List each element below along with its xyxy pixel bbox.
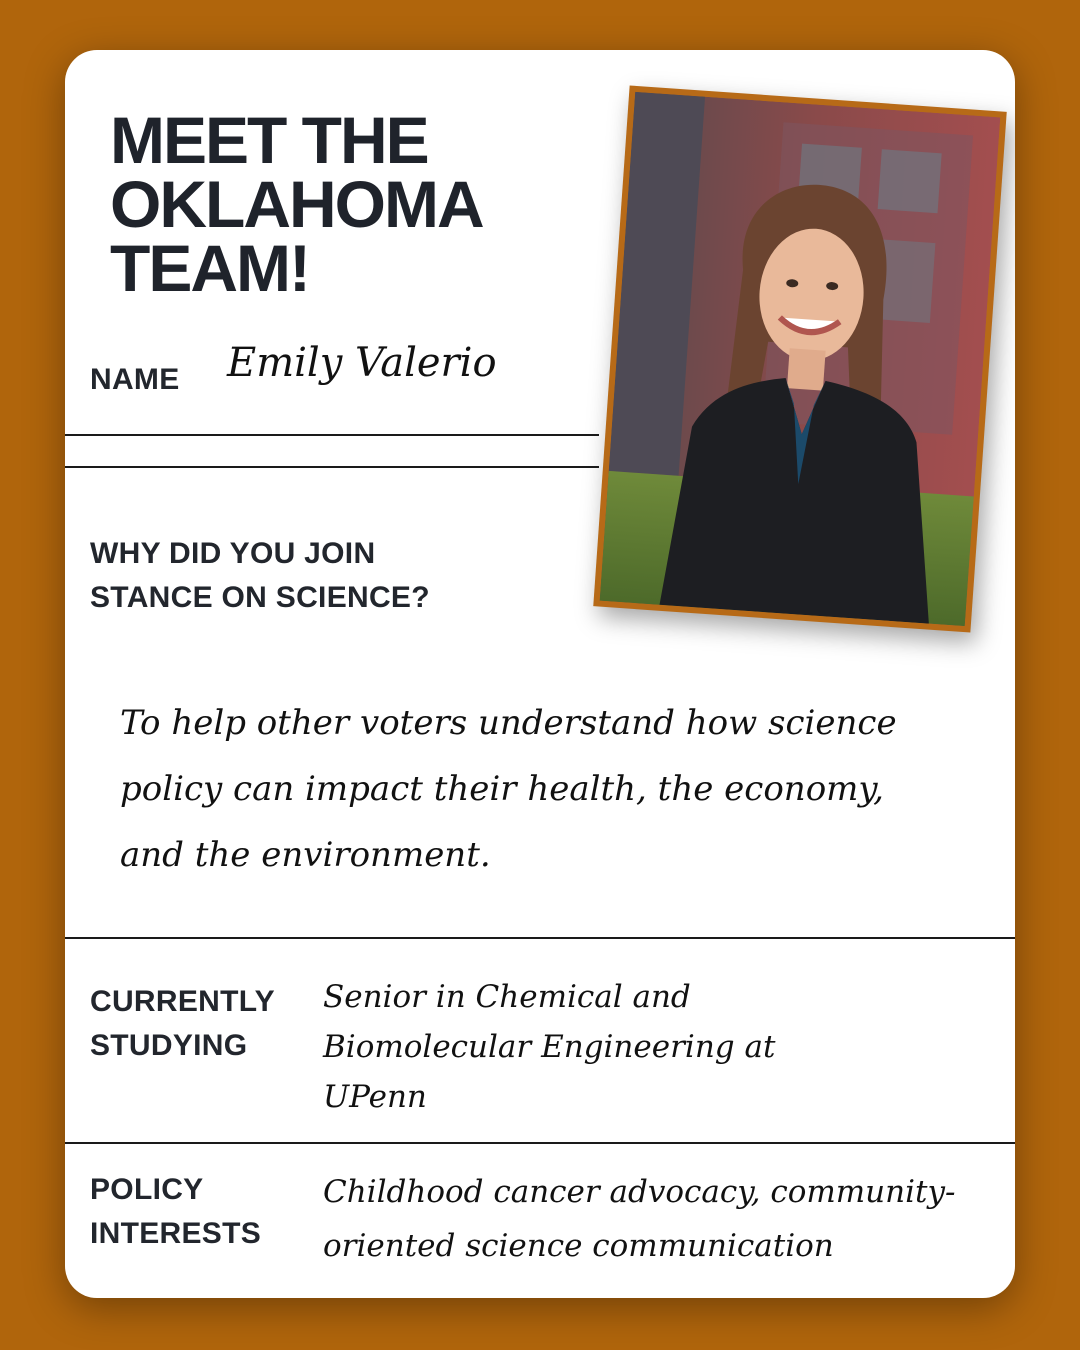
studying-answer: Senior in Chemical and Biomolecular Engineering at UPenn bbox=[323, 979, 776, 1115]
name-label: NAME bbox=[90, 363, 180, 396]
why-label-line-1: WHY DID YOU JOIN bbox=[90, 537, 376, 570]
page-title bbox=[110, 103, 590, 305]
profile-photo bbox=[593, 85, 1006, 632]
profile-card bbox=[65, 50, 1015, 1298]
title-line-2: OKLAHOMA bbox=[110, 167, 483, 241]
title-line-1: MEET THE bbox=[110, 103, 428, 177]
policy-label bbox=[90, 1168, 261, 1256]
name-value: Emily Valerio bbox=[227, 340, 497, 386]
policy-answer: Childhood cancer advocacy, community-oriented science communication bbox=[323, 1174, 956, 1264]
studying-label bbox=[90, 980, 275, 1068]
studying-label-line-2: STUDYING bbox=[90, 1029, 248, 1062]
divider bbox=[65, 1142, 1015, 1144]
divider bbox=[65, 434, 599, 436]
why-label bbox=[90, 532, 430, 620]
why-answer: To help other voters understand how science policy can impact their health, the economy, and the environment. bbox=[120, 703, 897, 875]
why-label-line-2: STANCE ON SCIENCE? bbox=[90, 581, 430, 614]
portrait-image bbox=[600, 92, 1001, 626]
policy-label-line-1: POLICY bbox=[90, 1173, 204, 1206]
title-line-3: TEAM! bbox=[110, 231, 309, 305]
studying-label-line-1: CURRENTLY bbox=[90, 985, 275, 1018]
policy-label-line-2: INTERESTS bbox=[90, 1217, 262, 1250]
divider bbox=[65, 466, 599, 468]
divider bbox=[65, 937, 1015, 939]
